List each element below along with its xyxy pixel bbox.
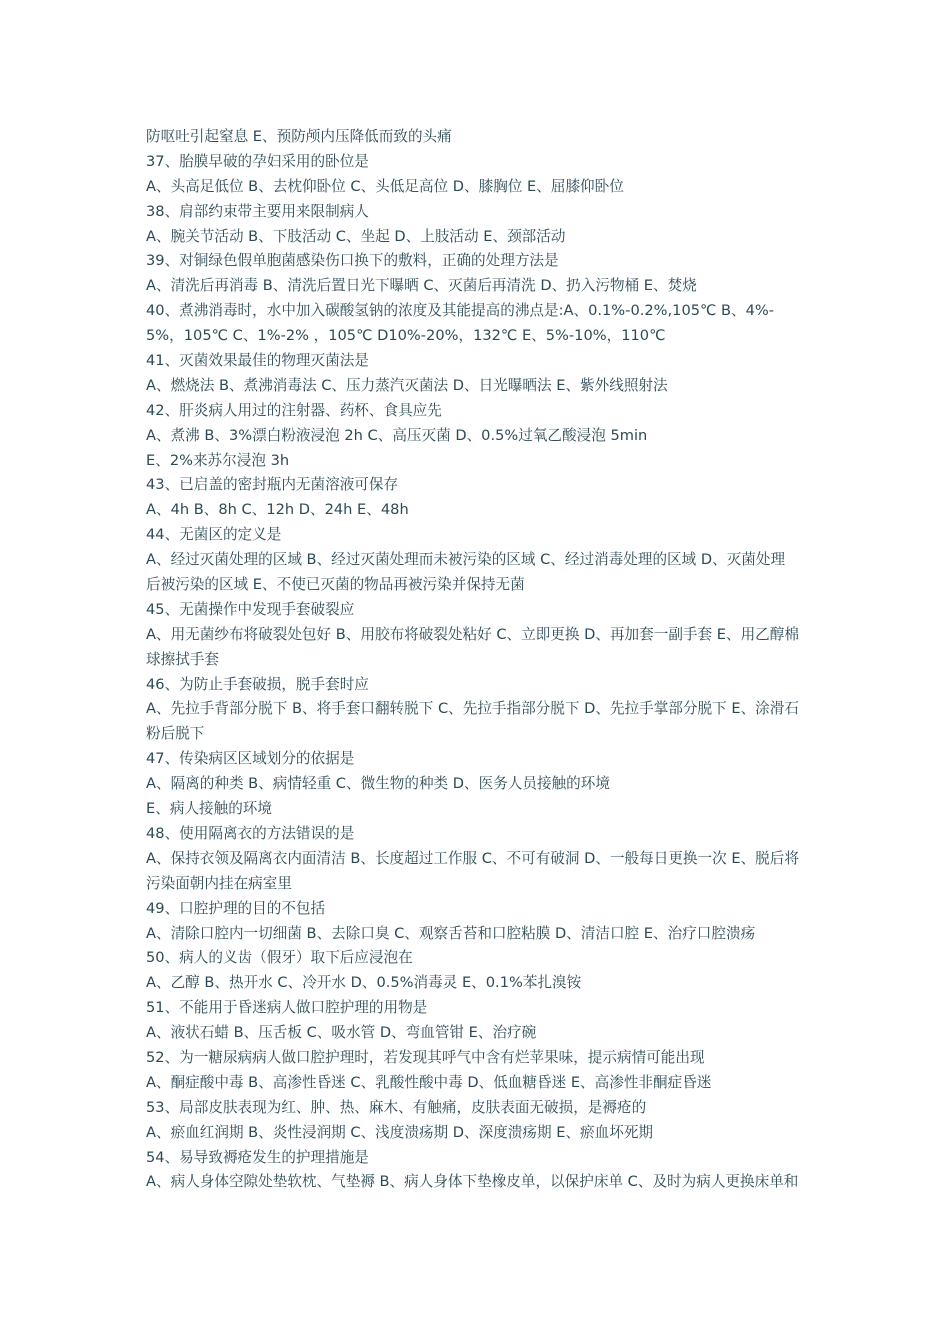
options-45-cont: 球擦拭手套: [146, 650, 219, 668]
question-52: 52、为一糖尿病病人做口腔护理时，若发现其呼气中含有烂苹果味，提示病情可能出现: [146, 1048, 705, 1066]
options-40: 5%，105℃ C、1%-2% ，105℃ D10%-20%，132℃ E、5%-10%，110℃: [146, 327, 666, 345]
options-39: A、清洗后再消毒 B、清洗后置日光下曝晒 C、灭菌后再清洗 D、扔入污物桶 E、焚烧: [146, 277, 697, 295]
question-43: 43、已启盖的密封瓶内无菌溶液可保存: [146, 476, 399, 494]
options-45: A、用无菌纱布将破裂处包好 B、用胶布将破裂处粘好 C、立即更换 D、再加套一副手套 E、用乙醇棉: [146, 625, 799, 643]
options-42-cont: E、2%来苏尔浸泡 3h: [146, 451, 290, 469]
question-44: 44、无菌区的定义是: [146, 526, 282, 544]
options-42: A、煮沸 B、3%漂白粉液浸泡 2h C、高压灭菌 D、0.5%过氧乙酸浸泡 5min: [146, 426, 648, 444]
question-48: 48、使用隔离衣的方法错误的是: [146, 824, 355, 842]
question-42: 42、肝炎病人用过的注射器、药杯、食具应先: [146, 401, 442, 419]
document-text: [146, 125, 862, 1195]
question-39: 39、对铜绿色假单胞菌感染伤口换下的敷料，正确的处理方法是: [146, 252, 559, 270]
question-50: 50、病人的义齿（假牙）取下后应浸泡在: [146, 949, 413, 967]
options-46: A、先拉手背部分脱下 B、将手套口翻转脱下 C、先拉手指部分脱下 D、先拉手掌部分脱下 E、涂滑石: [146, 700, 799, 718]
options-37: A、头高足低位 B、去枕仰卧位 C、头低足高位 D、膝胸位 E、屈膝仰卧位: [146, 177, 624, 195]
options-46-cont: 粉后脱下: [146, 725, 205, 743]
question-46: 46、为防止手套破损，脱手套时应: [146, 675, 369, 693]
options-48-cont: 污染面朝内挂在病室里: [146, 874, 292, 892]
options-44-cont: 后被污染的区域 E、不使已灭菌的物品再被污染并保持无菌: [146, 576, 525, 594]
options-38: A、腕关节活动 B、下肢活动 C、坐起 D、上肢活动 E、颈部活动: [146, 227, 566, 245]
options-41: A、燃烧法 B、煮沸消毒法 C、压力蒸汽灭菌法 D、日光曝晒法 E、紫外线照射法: [146, 376, 668, 394]
question-49: 49、口腔护理的目的不包括: [146, 899, 326, 917]
options-49: A、清除口腔内一切细菌 B、去除口臭 C、观察舌苔和口腔粘膜 D、清洁口腔 E、治疗口腔溃疡: [146, 924, 756, 942]
question-53: 53、局部皮肤表现为红、肿、热、麻木、有触痛，皮肤表面无破损，是褥疮的: [146, 1098, 647, 1116]
options-43: A、4h B、8h C、12h D、24h E、48h: [146, 501, 409, 519]
question-37: 37、胎膜早破的孕妇采用的卧位是: [146, 152, 369, 170]
options-50: A、乙醇 B、热开水 C、冷开水 D、0.5%消毒灵 E、0.1%苯扎溴铵: [146, 974, 582, 992]
options-53: A、瘀血红润期 B、炎性浸润期 C、浅度溃疡期 D、深度溃疡期 E、瘀血坏死期: [146, 1123, 654, 1141]
question-54: 54、易导致褥疮发生的护理措施是: [146, 1148, 369, 1166]
question-41: 41、灭菌效果最佳的物理灭菌法是: [146, 352, 369, 370]
options-52: A、酮症酸中毒 B、高渗性昏迷 C、乳酸性酸中毒 D、低血糖昏迷 E、高渗性非酮症昏迷: [146, 1073, 712, 1091]
options-44: A、经过灭菌处理的区域 B、经过灭菌处理而未被污染的区域 C、经过消毒处理的区域 D、灭菌处理: [146, 551, 786, 569]
text-line: 防呕吐引起窒息 E、预防颅内压降低而致的头痛: [146, 128, 452, 145]
question-40: 40、煮沸消毒时，水中加入碳酸氢钠的浓度及其能提高的沸点是:A、0.1%-0.2%,105℃ B、4%-: [146, 302, 775, 320]
question-47: 47、传染病区区域划分的依据是: [146, 750, 355, 768]
question-51: 51、不能用于昏迷病人做口腔护理的用物是: [146, 999, 428, 1017]
options-47-cont: E、病人接触的环境: [146, 800, 272, 818]
options-47: A、隔离的种类 B、病情轻重 C、微生物的种类 D、医务人员接触的环境: [146, 775, 610, 793]
options-54: A、病人身体空隙处垫软枕、气垫褥 B、病人身体下垫橡皮单，以保护床单 C、及时为病人更换床单和: [146, 1173, 799, 1191]
question-45: 45、无菌操作中发现手套破裂应: [146, 600, 355, 618]
options-51: A、液状石蜡 B、压舌板 C、吸水管 D、弯血管钳 E、治疗碗: [146, 1024, 537, 1042]
question-38: 38、肩部约束带主要用来限制病人: [146, 202, 369, 220]
options-48: A、保持衣领及隔离衣内面清洁 B、长度超过工作服 C、不可有破洞 D、一般每日更换一次 E、脱后将: [146, 849, 799, 867]
